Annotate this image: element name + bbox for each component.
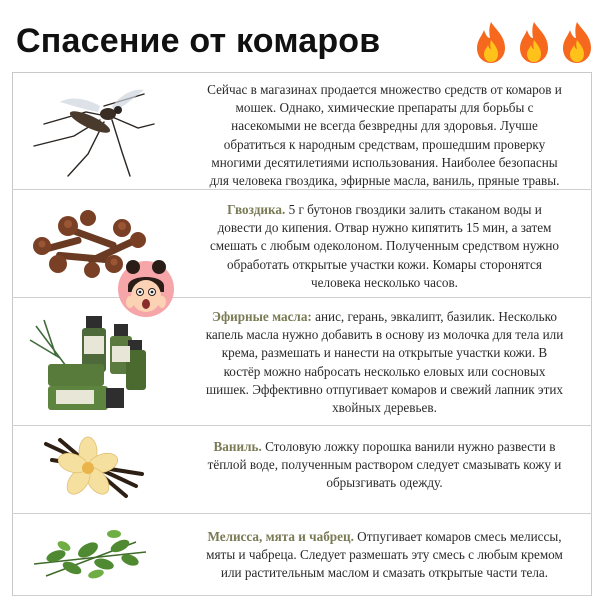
section-intro <box>12 72 592 190</box>
herbs-icon <box>26 524 156 590</box>
section-text <box>172 528 597 583</box>
text-line: Сейчас в магазинах продается множество средств от комаров и <box>207 82 562 97</box>
mosquito-icon <box>26 76 161 181</box>
text-line: Отпугивает комаров смесь мелиссы, <box>353 529 562 544</box>
text-line: смешать с любым одеколоном. Полученным средством нужно <box>209 238 560 254</box>
text-line: насекомыми не всегда безвредны для здоровья. Лучше <box>231 118 538 134</box>
text-line: мяты и чабреца. Следует размешать эту смесь с любым кремом <box>206 547 563 563</box>
text-line: Столовую ложку порошка ванили нужно развести в <box>261 439 556 454</box>
text-line: для человека гвоздика, эфирные масла, ваниль, пряные травы. <box>209 173 560 189</box>
page-title: Спасение от комаров <box>16 22 381 60</box>
text-line: мошек. Однако, химические препараты для борьбы с <box>235 100 534 116</box>
section-title: Эфирные масла: <box>212 309 312 324</box>
section-title: Ваниль. <box>213 439 262 454</box>
section-title: Мелисса, мята и чабрец. <box>207 529 354 544</box>
fire-icon <box>515 20 553 64</box>
shocked-girl-emoji-icon <box>116 258 176 318</box>
section-text <box>172 201 597 292</box>
section-text <box>172 438 597 493</box>
text-line: довести до кипения. Отвар нужно кипятить 15 мин, а затем <box>217 220 552 236</box>
text-line: хвойных деревьев. <box>332 400 437 416</box>
text-line: или растительным маслом и смазать открытые части тела. <box>220 565 549 581</box>
header <box>0 12 604 70</box>
text-line: анис, герань, эвкалипт, базилик. Несколько <box>311 309 557 324</box>
vanilla-flower-icon <box>26 430 156 508</box>
flame-group <box>472 20 596 64</box>
section-cloves <box>12 190 592 298</box>
fire-icon <box>472 20 510 64</box>
section-text <box>172 308 597 417</box>
section-herbs <box>12 514 592 596</box>
text-line: костёр можно набросать несколько еловых или сосновых <box>223 363 546 379</box>
text-line: человека несколько часов. <box>311 274 458 290</box>
text-line: многими десятилетиями использования. Наиболее безопасны <box>211 154 558 170</box>
text-line: обработать открытые участки кожи. Комары сторонятся <box>227 256 542 272</box>
text-line: 5 г бутонов гвоздики залить стаканом воды и <box>285 202 542 217</box>
text-line: обрызгивать одежду. <box>326 475 443 491</box>
section-text <box>172 81 597 190</box>
essential-oil-bottles-icon <box>26 306 156 418</box>
fire-icon <box>558 20 596 64</box>
text-line: крема, размешать и нанести на открытые участки кожи. В <box>221 345 548 361</box>
section-essential-oils <box>12 298 592 426</box>
text-line: обратиться к народным средствам, прошедшим проверку <box>223 136 546 152</box>
text-line: шишек. Эффективно отпугивает комаров и свежий лапник этих <box>206 381 563 397</box>
text-line: капель масла нужно добавить в основу из молочка для тела или <box>205 327 564 343</box>
text-line: тёплой воде, полученным раствором следует смазывать кожу и <box>207 457 562 473</box>
section-title: Гвоздика. <box>227 202 286 217</box>
section-vanilla <box>12 426 592 514</box>
